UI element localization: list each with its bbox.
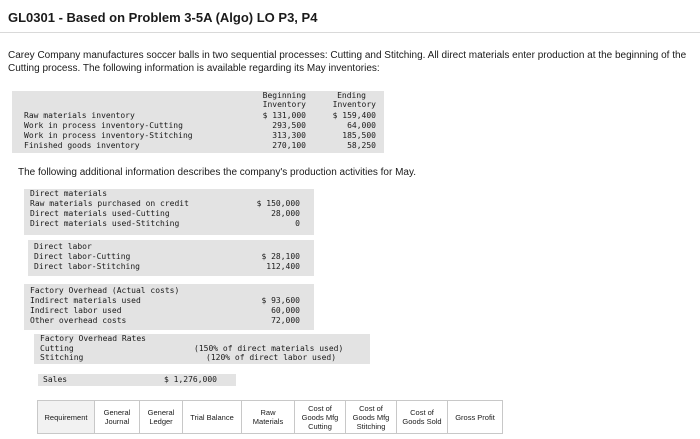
inventory-end: 185,500 bbox=[342, 131, 376, 140]
inventory-end: 58,250 bbox=[347, 141, 376, 150]
tab-label: Requirement bbox=[44, 412, 88, 422]
inventory-table bbox=[12, 91, 384, 153]
tab-cost-goods-sold[interactable] bbox=[396, 400, 447, 434]
tab-cost-goods-mfg-cutting[interactable] bbox=[294, 400, 345, 434]
tab-label: Cutting bbox=[308, 421, 332, 431]
tab-label: Cost of bbox=[359, 403, 383, 413]
additional-info-text: The following additional information describes the company's production activities for May. bbox=[18, 167, 417, 178]
row-label: Stitching bbox=[40, 353, 84, 362]
inventory-end: $ 159,400 bbox=[332, 111, 376, 120]
tab-label: General bbox=[147, 408, 175, 417]
tab-label: Trial Balance bbox=[190, 412, 234, 422]
row-label: Raw materials purchased on credit bbox=[30, 199, 189, 208]
direct-materials-table bbox=[24, 189, 314, 235]
row-value: 112,400 bbox=[266, 262, 300, 271]
tab-raw-materials[interactable] bbox=[241, 400, 294, 434]
tab-label: Journal bbox=[104, 417, 130, 426]
inventory-begin: 313,300 bbox=[272, 131, 306, 140]
row-label: Direct materials used-Stitching bbox=[30, 219, 180, 228]
page-title: GL0301 - Based on Problem 3-5A (Algo) LO P3, P4 bbox=[8, 10, 318, 25]
section-header: Factory Overhead Rates bbox=[40, 334, 146, 343]
tab-label: Cost of bbox=[308, 403, 332, 413]
tab-label: Cost of bbox=[410, 408, 434, 417]
tab-label: Goods Sold bbox=[402, 417, 442, 426]
end-header-2: Inventory bbox=[332, 100, 376, 109]
tab-label: Ledger bbox=[149, 417, 173, 426]
sales-value: $ 1,276,000 bbox=[164, 375, 217, 384]
section-header: Direct materials bbox=[30, 189, 108, 198]
row-value: (120% of direct labor used) bbox=[206, 353, 337, 362]
row-value: 60,000 bbox=[271, 306, 300, 315]
tab-label: Raw bbox=[260, 408, 276, 417]
inventory-label: Raw materials inventory bbox=[24, 111, 135, 120]
row-label: Indirect labor used bbox=[30, 306, 122, 315]
tab-general-journal[interactable] bbox=[94, 400, 139, 434]
begin-header-1: Beginning bbox=[262, 91, 306, 100]
row-label: Cutting bbox=[40, 344, 74, 353]
inventory-begin: 270,100 bbox=[272, 141, 306, 150]
inventory-label: Work in process inventory-Cutting bbox=[24, 121, 183, 130]
inventory-end: 64,000 bbox=[347, 121, 376, 130]
tab-label: Stitching bbox=[356, 421, 386, 431]
tab-label: Goods Mfg bbox=[352, 412, 390, 422]
row-value: $ 150,000 bbox=[256, 199, 300, 208]
tab-general-ledger[interactable] bbox=[139, 400, 182, 434]
overhead-rates-table bbox=[34, 334, 370, 364]
tab-cost-goods-mfg-stitching[interactable] bbox=[345, 400, 396, 434]
row-label: Other overhead costs bbox=[30, 316, 127, 325]
inventory-label: Work in process inventory-Stitching bbox=[24, 131, 193, 140]
row-value: 72,000 bbox=[271, 316, 300, 325]
inventory-begin: $ 131,000 bbox=[262, 111, 306, 120]
row-label: Direct materials used-Cutting bbox=[30, 209, 170, 218]
title-divider bbox=[0, 32, 700, 33]
sales-label: Sales bbox=[43, 375, 68, 384]
tab-label: Gross Profit bbox=[455, 412, 495, 422]
inventory-label: Finished goods inventory bbox=[24, 141, 140, 150]
sales-row bbox=[38, 374, 236, 386]
row-value: 28,000 bbox=[271, 209, 300, 218]
tab-label: Materials bbox=[252, 417, 284, 426]
end-header-1: Ending bbox=[337, 91, 366, 100]
tab-label: Goods Mfg bbox=[301, 412, 339, 422]
begin-header-2: Inventory bbox=[262, 100, 306, 109]
row-value: $ 93,600 bbox=[261, 296, 300, 305]
tab-gross-profit[interactable] bbox=[447, 400, 503, 434]
direct-labor-table bbox=[28, 240, 314, 276]
requirement-tabs bbox=[37, 400, 503, 434]
section-header: Factory Overhead (Actual costs) bbox=[30, 286, 180, 295]
inventory-begin: 293,500 bbox=[272, 121, 306, 130]
tab-requirement[interactable] bbox=[37, 400, 94, 434]
tab-label: General bbox=[103, 408, 131, 417]
row-label: Direct labor-Stitching bbox=[34, 262, 140, 271]
row-value: $ 28,100 bbox=[261, 252, 300, 261]
row-value: (150% of direct materials used) bbox=[194, 344, 344, 353]
section-header: Direct labor bbox=[34, 242, 92, 251]
factory-overhead-table bbox=[24, 284, 314, 330]
row-value: 0 bbox=[295, 219, 300, 228]
problem-intro: Carey Company manufactures soccer balls in two sequential processes: Cutting and Stitching. All direct materials enter production at the beginning of the Cutting process. The following information is available regarding its May inventories: bbox=[8, 50, 687, 74]
tab-trial-balance[interactable] bbox=[182, 400, 241, 434]
row-label: Direct labor-Cutting bbox=[34, 252, 131, 261]
row-label: Indirect materials used bbox=[30, 296, 141, 305]
